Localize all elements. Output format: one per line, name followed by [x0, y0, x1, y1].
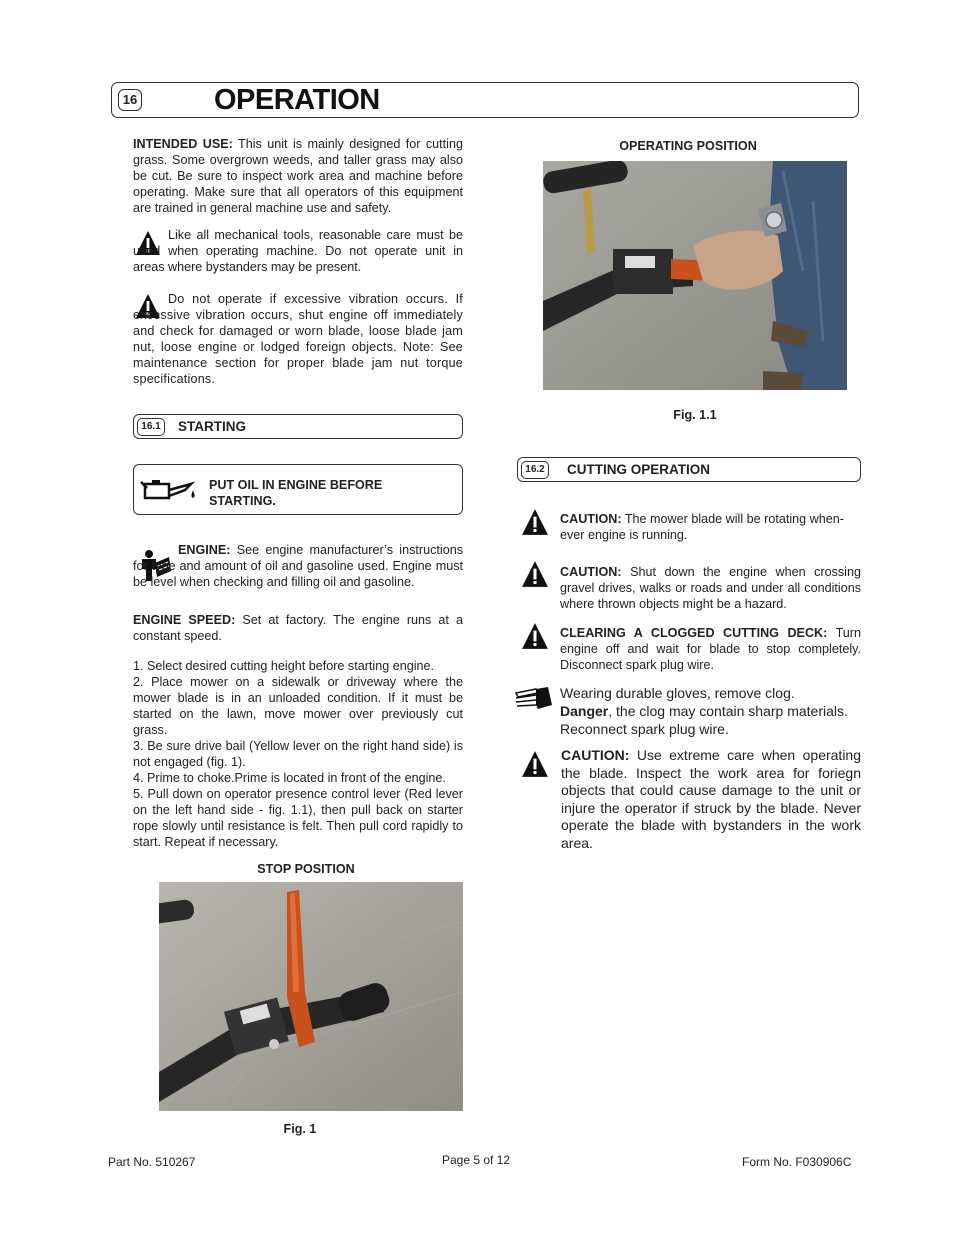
- caution-1-paragraph: [560, 511, 860, 543]
- engine-speed-paragraph: [133, 612, 463, 644]
- oil-notice-text: PUT OIL IN ENGINE BEFORE STARTING.: [209, 478, 383, 508]
- footer-form-number: Form No. F030906C: [742, 1155, 852, 1169]
- caution-3-label: CAUTION:: [561, 747, 630, 763]
- intended-use-paragraph: [133, 136, 463, 216]
- footer-page-number: Page 5 of 12: [442, 1153, 511, 1167]
- clog-paragraph: [560, 625, 861, 673]
- caution-2-paragraph: [560, 564, 861, 612]
- engine-speed-text: Set at factory. The engine runs at a constant speed.: [133, 613, 463, 643]
- fig-1-1-caption: Fig. 1.1: [673, 408, 717, 422]
- intended-use-text: This unit is mainly designed for cutting grass. Some overgrown weeds, and taller grass may also be cut. Be sure to inspect work area and machine before operating. Make sure that all operators of this equipment are trained in general machine use and safety.: [133, 137, 463, 215]
- warning-icon: [520, 508, 550, 541]
- engine-label: ENGINE:: [178, 543, 231, 557]
- glove-icon: [514, 685, 554, 718]
- starting-steps: [133, 658, 463, 850]
- stop-position-photo: [159, 882, 463, 1111]
- stop-position-caption: STOP POSITION: [257, 862, 355, 876]
- caution-1-text: The mower blade will be rotating when-ever engine is running.: [560, 512, 844, 542]
- caution-3-paragraph: [561, 747, 861, 853]
- warning-icon: [520, 750, 550, 783]
- oil-can-icon: [139, 476, 201, 511]
- warning-2-text: Do not operate if excessive vibration occurs. If excessive vibration occurs, shut engine off immediately and check for damaged or worn blade, loose blade jam nut, loose engine or lodged foreign objects. Note: See maintenance section for proper blade jam nut torque specifications.: [133, 292, 463, 386]
- step-item: 2. Place mower on a sidewalk or driveway where the mower blade is in an unloaded condition. If it must be started on the lawn, move mower over previously cut grass.: [133, 675, 463, 737]
- operating-position-photo: [543, 161, 847, 390]
- step-item: 3. Be sure drive bail (Yellow lever on the right hand side) is not engaged (fig. 1).: [133, 739, 463, 769]
- caution-2-text: Shut down the engine when crossing gravel drives, walks or roads and under all conditions where thrown objects might be a hazard.: [560, 565, 861, 611]
- step-item: 5. Pull down on operator presence control lever (Red lever on the left hand side - fig. 1.1), then pull back on starter rope slowly until resistance is felt. Then pull cord rapidly to start. Repeat if necessary.: [133, 787, 463, 849]
- gloves-line-1: Wearing durable gloves, remove clog.: [560, 685, 795, 701]
- caution-1-label: CAUTION:: [560, 512, 622, 526]
- warning-icon: [520, 622, 550, 655]
- section-number: 16: [118, 89, 142, 111]
- starting-section-title: STARTING: [178, 419, 246, 434]
- intended-use-label: INTENDED USE:: [133, 137, 233, 151]
- clog-text: Turn engine off and wait for blade to stop completely. Disconnect spark plug wire.: [560, 626, 861, 672]
- caution-3-text: Use extreme care when operating the blade. Inspect the work area for foriegn objects that could cause damage to the unit or injure the operator if struck by the blade. Never operate the blade with bystanders in the work area.: [561, 747, 861, 851]
- fig-1-caption: Fig. 1: [283, 1122, 317, 1136]
- footer-part-number: Part No. 510267: [108, 1155, 196, 1169]
- gloves-danger-label: Danger: [560, 703, 609, 719]
- cutting-section-title: CUTTING OPERATION: [567, 462, 710, 477]
- engine-text: See engine manufacturer’s instructions for type and amount of oil and gasoline used. Engine must be level when checking and filling oil and gasoline.: [133, 543, 463, 589]
- gloves-line-2: , the clog may contain sharp materials. Reconnect spark plug wire.: [560, 703, 848, 737]
- operating-position-caption: OPERATING POSITION: [619, 139, 757, 153]
- warning-icon: [520, 560, 550, 593]
- clog-label: CLEARING A CLOGGED CUTTING DECK:: [560, 626, 828, 640]
- warning-1-text: Like all mechanical tools, reasonable care must be used when operating machine. Do not operate unit in areas where bystanders may be present.: [133, 228, 463, 274]
- step-item: 4. Prime to choke.Prime is located in front of the engine.: [133, 771, 446, 785]
- starting-section-number: 16.1: [137, 418, 165, 436]
- gloves-paragraph: [560, 684, 861, 738]
- caution-2-label: CAUTION:: [560, 565, 622, 579]
- engine-speed-label: ENGINE SPEED:: [133, 613, 236, 627]
- engine-paragraph: [133, 542, 463, 590]
- step-item: 1. Select desired cutting height before starting engine.: [133, 659, 435, 673]
- cutting-section-number: 16.2: [521, 461, 549, 479]
- page-title: OPERATION: [214, 84, 380, 116]
